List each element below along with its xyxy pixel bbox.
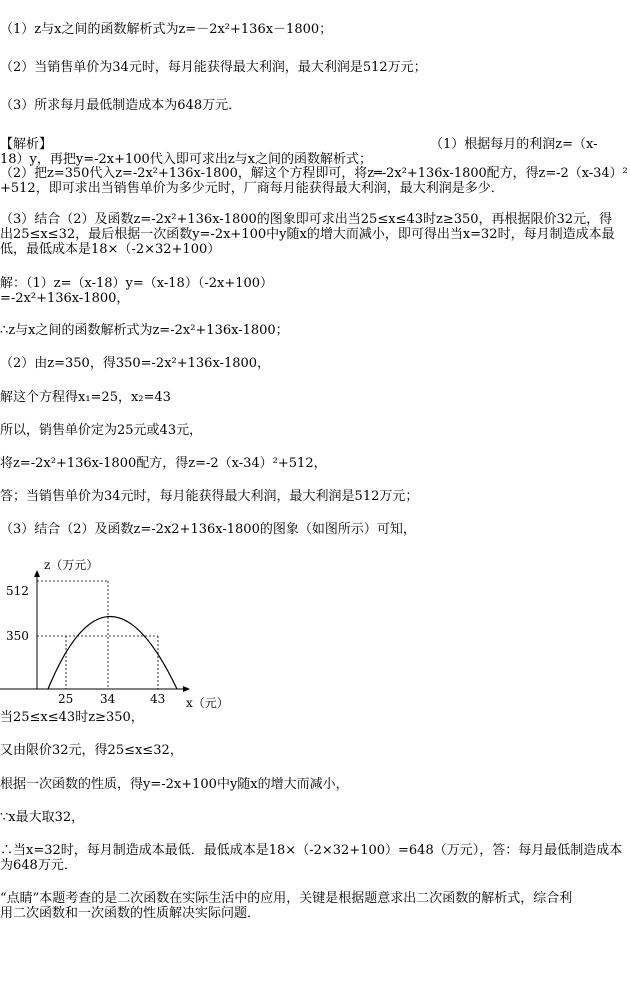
x-tick-34: 34 bbox=[100, 692, 116, 706]
comment-line-2: 用二次函数和一次函数的性质解决实际问题． bbox=[0, 906, 261, 921]
y-axis-arrow bbox=[34, 570, 40, 577]
parabola-graph bbox=[0, 552, 240, 712]
x-tick-43: 43 bbox=[150, 692, 166, 706]
solution-line-12: 根据一次函数的性质，得y=-2x+100中y随x的增大而减小， bbox=[0, 777, 349, 792]
analysis-p3-a: （3）结合（2）及函数z=-2x²+136x-1800的图象即可求出当25≤x≤43时z≥350，再根据限价32元，得 bbox=[0, 212, 613, 227]
solution-line-4: （2）由z=350，得350=-2x²+136x-1800， bbox=[0, 356, 271, 371]
answer-1: （1）z与x之间的函数解析式为z=－2x²+136x－1800； bbox=[0, 22, 333, 37]
y-tick-512: 512 bbox=[6, 584, 29, 598]
solution-line-14: ∴当x=32时，每月制造成本最低．最低成本是18×（-2×32+100）=648（万元），答：每月最低制造成本 bbox=[0, 843, 623, 858]
solution-line-8: 答；当销售单价为34元时，每月能获得最大利润，最大利润是512万元； bbox=[0, 489, 419, 504]
analysis-tag: 【解析】 bbox=[0, 137, 53, 152]
solution-line-13: ∵x最大取32， bbox=[0, 810, 85, 825]
solution-line-7: 将z=-2x²+136x-1800配方，得z=-2（x-34）²+512， bbox=[0, 456, 327, 471]
y-tick-350: 350 bbox=[6, 629, 29, 643]
analysis-p1-cont: 18）y，再把y=-2x+100代入即可求出z与x之间的函数解析式； bbox=[0, 152, 373, 167]
x-axis-label: x（元） bbox=[186, 696, 229, 710]
comment-line-1: “点睛”本题考查的是二次函数在实际生活中的应用，关键是根据题意求出二次函数的解析式，综合利 bbox=[0, 891, 573, 906]
analysis-p3-b: 出25≤x≤32，最后根据一次函数y=-2x+100中y随x的增大而减小，即可得出当x=32时，每月制造成本最 bbox=[0, 227, 615, 242]
solution-line-9: （3）结合（2）及函数z=-2x2+136x-1800的图象（如图所示）可知， bbox=[0, 522, 416, 537]
solution-line-5: 解这个方程得x₁=25，x₂=43 bbox=[0, 390, 171, 405]
solution-line-11: 又由限价32元，得25≤x≤32， bbox=[0, 743, 183, 758]
solution-line-3: ∴z与x之间的函数解析式为z=-2x²+136x-1800； bbox=[0, 323, 289, 338]
answer-3: （3）所求每月最低制造成本为648万元． bbox=[0, 98, 242, 113]
x-tick-25: 25 bbox=[58, 692, 74, 706]
analysis-p2-a: （2）把z=350代入z=-2x²+136x-1800，解这个方程即可，将z═-2x²+136x-1800配方，得z=-2（x-34）² bbox=[0, 166, 628, 181]
analysis-p1-right: （1）根据每月的利润z=（x- bbox=[430, 137, 598, 152]
solution-line-6: 所以，销售单价定为25元或43元， bbox=[0, 423, 203, 438]
solution-line-10: 当25≤x≤43时z≥350， bbox=[0, 710, 144, 725]
solution-line-1: 解：（1）z=（x-18）y=（x-18）（-2x+100） bbox=[0, 276, 274, 291]
y-axis-label: z（万元） bbox=[44, 558, 99, 572]
solution-line-2: =-2x²+136x-1800， bbox=[0, 291, 130, 306]
x-axis-arrow bbox=[183, 686, 190, 692]
analysis-p3-c: 低，最低成本是18×（-2×32+100） bbox=[0, 242, 221, 257]
solution-line-15: 为648万元． bbox=[0, 858, 77, 873]
answer-2: （2）当销售单价为34元时，每月能获得最大利润，最大利润是512万元； bbox=[0, 60, 427, 75]
analysis-p2-b: +512，即可求出当销售单价为多少元时，厂商每月能获得最大利润，最大利润是多少． bbox=[0, 181, 504, 196]
